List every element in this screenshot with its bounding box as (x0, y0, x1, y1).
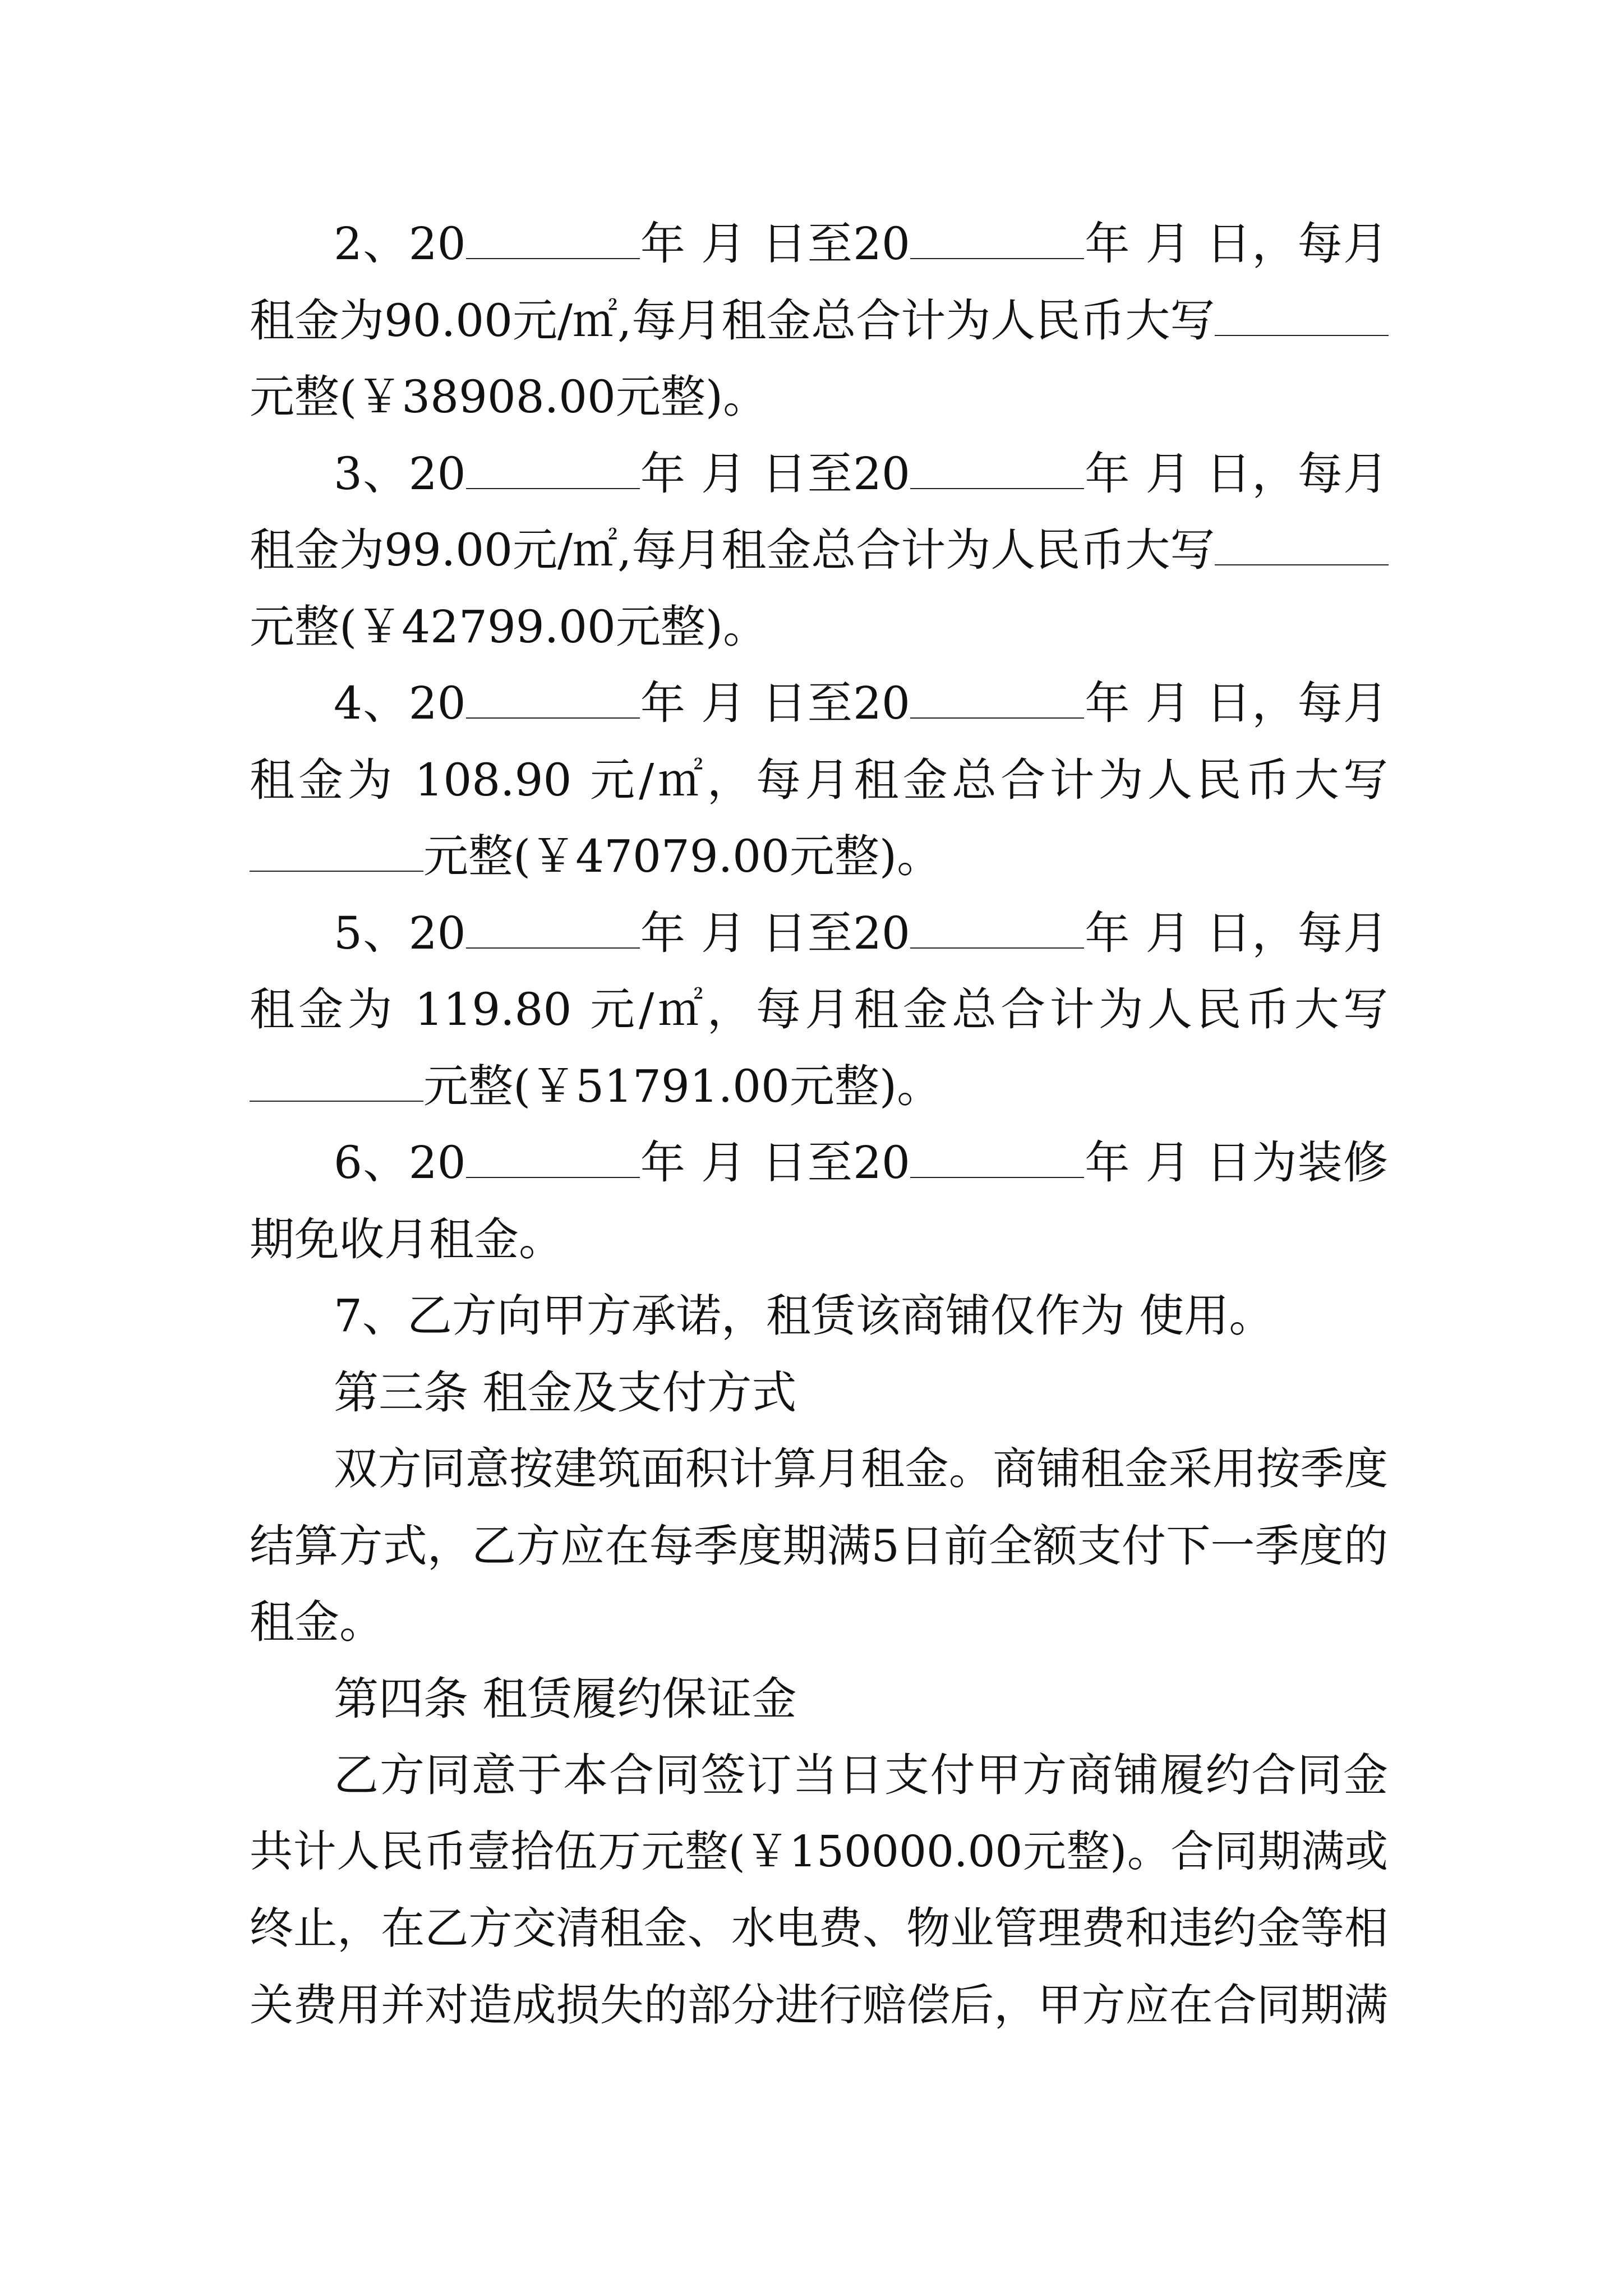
text-line: 6、20 年 月 日至20 年 月 日为装修 (334, 1137, 1389, 1189)
text-line: 3、20 年 月 日至20 年 月 日，每月 (334, 448, 1389, 500)
fill-in-blank (466, 680, 640, 719)
text-line: 元整(￥38908.00元整)。 (250, 371, 768, 423)
text-line: 乙方同意于本合同签订当日支付甲方商铺履约合同金 (334, 1749, 1388, 1801)
fill-in-blank (910, 451, 1084, 489)
text-line: 租金。 (250, 1596, 384, 1648)
section-heading: 第四条 租赁履约保证金 (334, 1673, 797, 1725)
text-line: 元整(￥47079.00元整)。 (250, 817, 1388, 896)
fill-in-blank (1215, 527, 1389, 565)
fill-in-blank (250, 1064, 423, 1102)
text-line: 租金为90.00元/㎡,每月租金总合计为人民币大写 (250, 282, 1388, 360)
fill-in-blank (250, 834, 423, 872)
fill-in-blank (466, 221, 640, 259)
fill-in-blank (910, 910, 1084, 949)
text-line: 元整(￥51791.00元整)。 (250, 1047, 1388, 1126)
text-line: 7、乙方向甲方承诺，租赁该商铺仅作为 使用。 (334, 1290, 1274, 1342)
text-line: 租金为 119.80 元/㎡，每月租金总合计为人民币大写 (250, 983, 1388, 1036)
fill-in-blank (910, 221, 1084, 259)
fill-in-blank (910, 1140, 1084, 1178)
text-line: 结算方式，乙方应在每季度期满5日前全额支付下一季度的 (250, 1520, 1388, 1572)
fill-in-blank (466, 451, 640, 489)
text-line: 期免收月租金。 (250, 1213, 564, 1266)
text-line: 共计人民币壹拾伍万元整(￥150000.00元整)。合同期满或 (250, 1827, 1388, 1877)
text-line: 终止，在乙方交清租金、水电费、物业管理费和违约金等相 (250, 1903, 1388, 1954)
text-line: 元整(￥42799.00元整)。 (250, 601, 768, 653)
fill-in-blank (910, 680, 1084, 719)
text-line: 5、20 年 月 日至20 年 月 日，每月 (334, 907, 1389, 959)
text-line: 租金为99.00元/㎡,每月租金总合计为人民币大写 (250, 511, 1388, 590)
fill-in-blank (466, 1140, 640, 1178)
text-line: 双方同意按建筑面积计算月租金。商铺租金采用按季度 (334, 1444, 1388, 1494)
text-line: 租金为 108.90 元/㎡，每月租金总合计为人民币大写 (250, 754, 1388, 806)
fill-in-blank (466, 910, 640, 949)
section-heading: 第三条 租金及支付方式 (334, 1366, 797, 1419)
text-line: 2、20 年 月 日至20 年 月 日，每月 (334, 218, 1389, 270)
text-line: 4、20 年 月 日至20 年 月 日，每月 (334, 677, 1389, 729)
fill-in-blank (1215, 298, 1389, 336)
text-line: 关费用并对造成损失的部分进行赔偿后，甲方应在合同期满 (250, 1980, 1388, 2031)
